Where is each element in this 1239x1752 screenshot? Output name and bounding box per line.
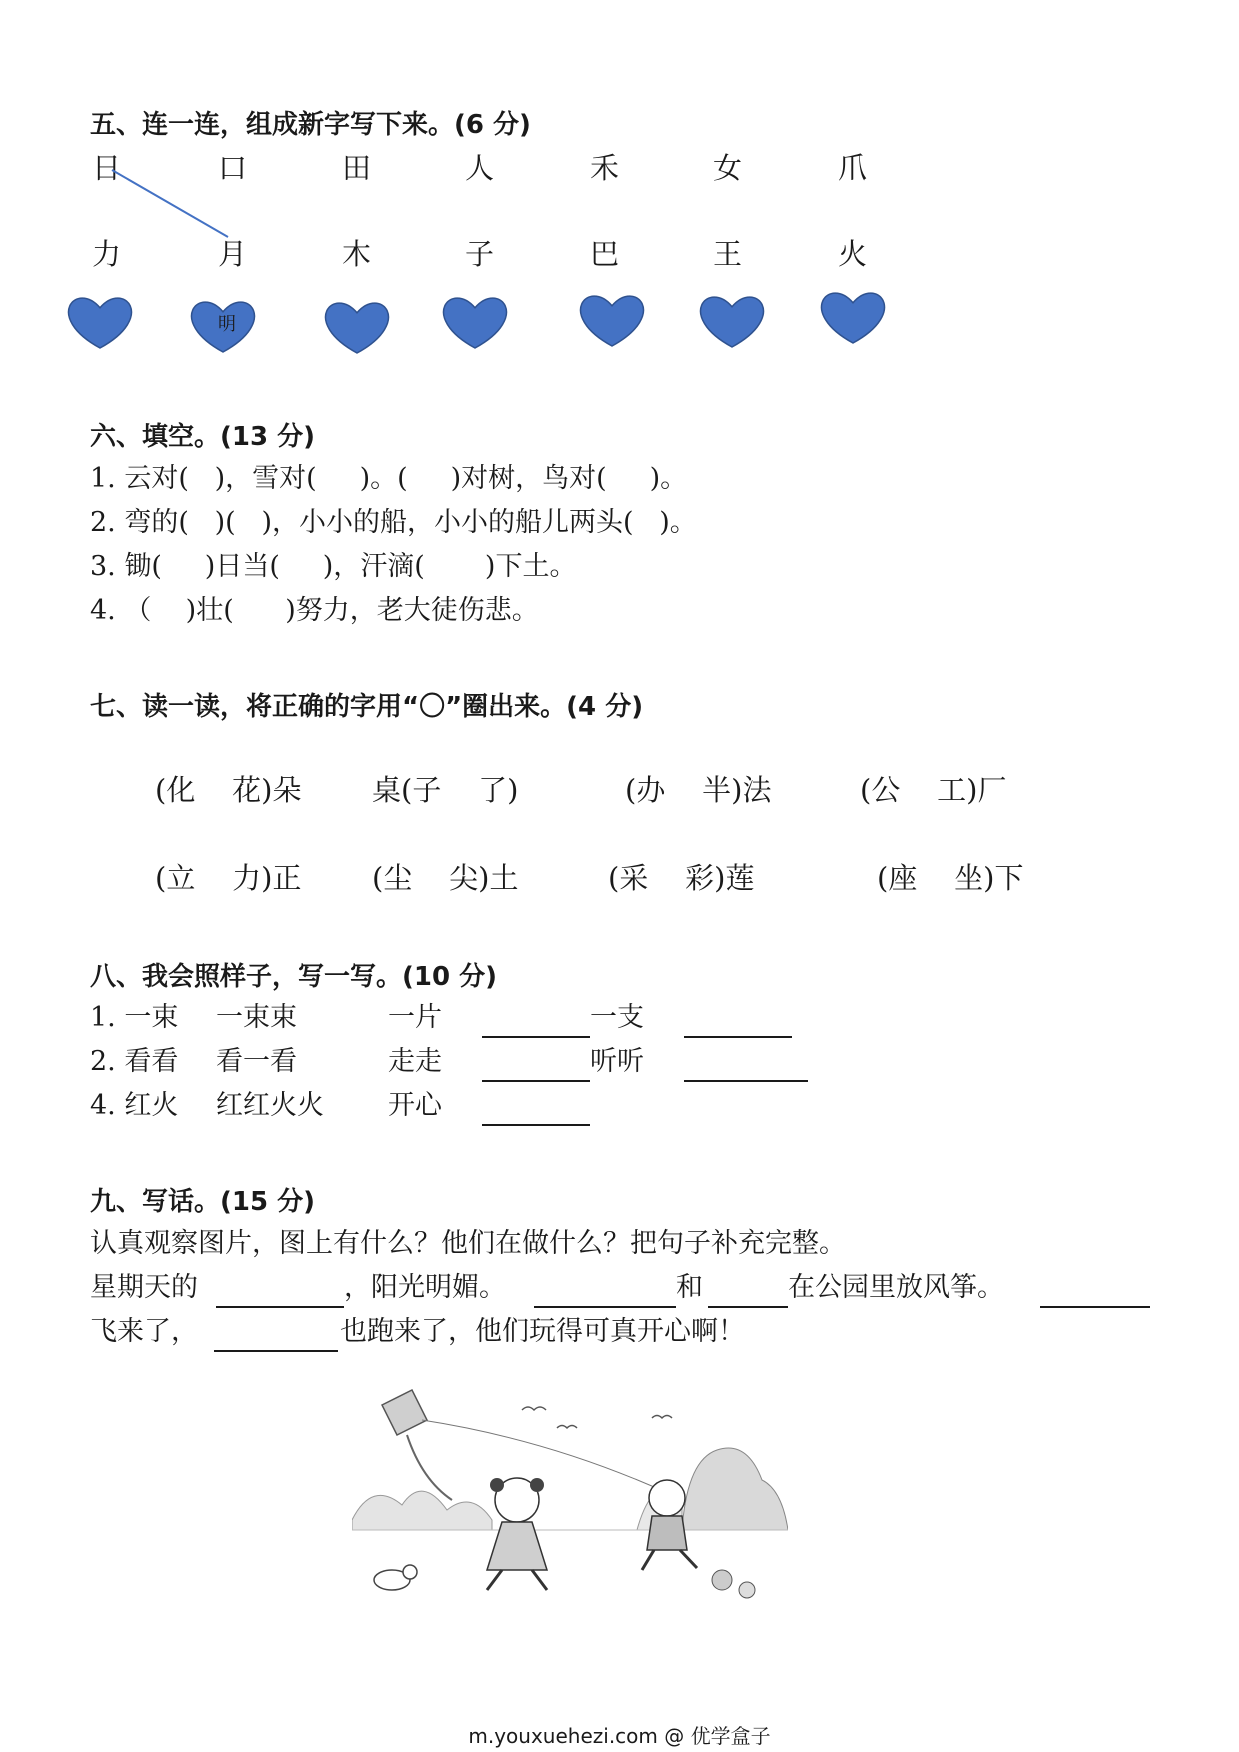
bottom-char-7: 火 xyxy=(838,237,868,271)
pattern-3-blank-1[interactable] xyxy=(482,1096,590,1126)
choice-7: (采 彩)莲 xyxy=(608,861,755,895)
section8-title: 八、我会照样子，写一写。(10 分) xyxy=(90,962,497,992)
pattern-1-q2: 一支 xyxy=(590,1002,644,1033)
top-char-2: 口 xyxy=(218,151,248,185)
pattern-2-blank-1[interactable] xyxy=(482,1052,590,1082)
writing-line2-c: 和 xyxy=(676,1272,703,1303)
writing-blank-3[interactable] xyxy=(708,1278,788,1308)
writing-blank-2[interactable] xyxy=(534,1278,676,1308)
bottom-char-3: 木 xyxy=(342,237,372,271)
kite-flying-illustration xyxy=(352,1380,788,1606)
heart-answer-box-5[interactable] xyxy=(581,296,644,346)
pattern-3-example: 4. 红火 xyxy=(90,1090,179,1121)
fill-line-4: 4. （ )壮( )努力，老大徒伤悲。 xyxy=(90,595,539,626)
writing-line2-b: ，阳光明媚。 xyxy=(344,1272,506,1303)
top-char-5: 禾 xyxy=(590,151,620,185)
writing-line2-a: 星期天的 xyxy=(90,1272,198,1303)
pattern-2-blank-2[interactable] xyxy=(684,1052,808,1082)
bottom-char-5: 巴 xyxy=(590,237,620,271)
writing-line2-d: 在公园里放风筝。 xyxy=(788,1272,1004,1303)
writing-line3-a: 飞来了， xyxy=(90,1316,198,1347)
footer-source: m.youxuehezi.com @ 优学盒子 xyxy=(468,1724,771,1748)
top-char-3: 田 xyxy=(342,151,372,185)
section9-title: 九、写话。(15 分) xyxy=(90,1187,315,1217)
choice-1: (化 花)朵 xyxy=(155,773,302,807)
fill-line-1: 1. 云对( )，雪对( )。( )对树，鸟对( )。 xyxy=(90,463,688,494)
writing-blank-4[interactable] xyxy=(1040,1278,1150,1308)
pattern-1-blank-2[interactable] xyxy=(684,1008,792,1038)
example-connector-line xyxy=(112,170,228,237)
top-char-1: 日 xyxy=(92,151,122,185)
fill-line-2: 2. 弯的( )( )，小小的船，小小的船儿两头( )。 xyxy=(90,507,697,538)
heart-answer-box-4[interactable] xyxy=(444,298,507,348)
pattern-3-answer: 红红火火 xyxy=(216,1090,324,1121)
bottom-char-4: 子 xyxy=(465,237,495,271)
choice-5: (立 力)正 xyxy=(155,861,302,895)
pattern-2-example: 2. 看看 xyxy=(90,1046,179,1077)
pattern-3-q1: 开心 xyxy=(388,1090,442,1121)
bottom-char-6: 王 xyxy=(713,237,743,271)
heart-answer-box-6[interactable] xyxy=(701,297,764,347)
writing-blank-5[interactable] xyxy=(214,1322,338,1352)
pattern-2-answer: 看一看 xyxy=(216,1046,297,1077)
section6-title: 六、填空。(13 分) xyxy=(90,422,315,452)
heart-answer-box-1[interactable] xyxy=(69,298,132,348)
pattern-1-example: 1. 一束 xyxy=(90,1002,179,1033)
section7-title: 七、读一读，将正确的字用“〇”圈出来。(4 分) xyxy=(90,692,644,722)
choice-8: (座 坐)下 xyxy=(877,861,1024,895)
writing-line3-b: 也跑来了，他们玩得可真开心啊！ xyxy=(340,1316,745,1347)
pattern-2-q2: 听听 xyxy=(590,1046,644,1077)
writing-blank-1[interactable] xyxy=(216,1278,344,1308)
heart-answer-box-7[interactable] xyxy=(822,293,885,343)
heart-answer-text: 明 xyxy=(218,314,236,335)
pattern-1-answer: 一束束 xyxy=(216,1002,297,1033)
top-char-4: 人 xyxy=(465,151,495,185)
choice-6: (尘 尖)土 xyxy=(372,861,519,895)
top-char-6: 女 xyxy=(713,151,743,185)
fill-line-3: 3. 锄( )日当( )，汗滴( )下土。 xyxy=(90,551,577,582)
choice-3: (办 半)法 xyxy=(625,773,772,807)
choice-4: (公 工)厂 xyxy=(860,773,1007,807)
pattern-1-blank-1[interactable] xyxy=(482,1008,590,1038)
top-char-7: 爪 xyxy=(838,151,868,185)
pattern-1-q1: 一片 xyxy=(388,1002,442,1033)
writing-prompt: 认真观察图片，图上有什么？他们在做什么？把句子补充完整。 xyxy=(90,1228,846,1259)
bottom-char-2: 月 xyxy=(218,237,248,271)
choice-2: 桌(子 了) xyxy=(372,773,519,807)
heart-answer-box-3[interactable] xyxy=(326,303,389,353)
bottom-char-1: 力 xyxy=(92,237,122,271)
pattern-2-q1: 走走 xyxy=(388,1046,442,1077)
hearts-row xyxy=(0,0,1239,380)
section5-title: 五、连一连，组成新字写下来。(6 分) xyxy=(90,110,531,140)
